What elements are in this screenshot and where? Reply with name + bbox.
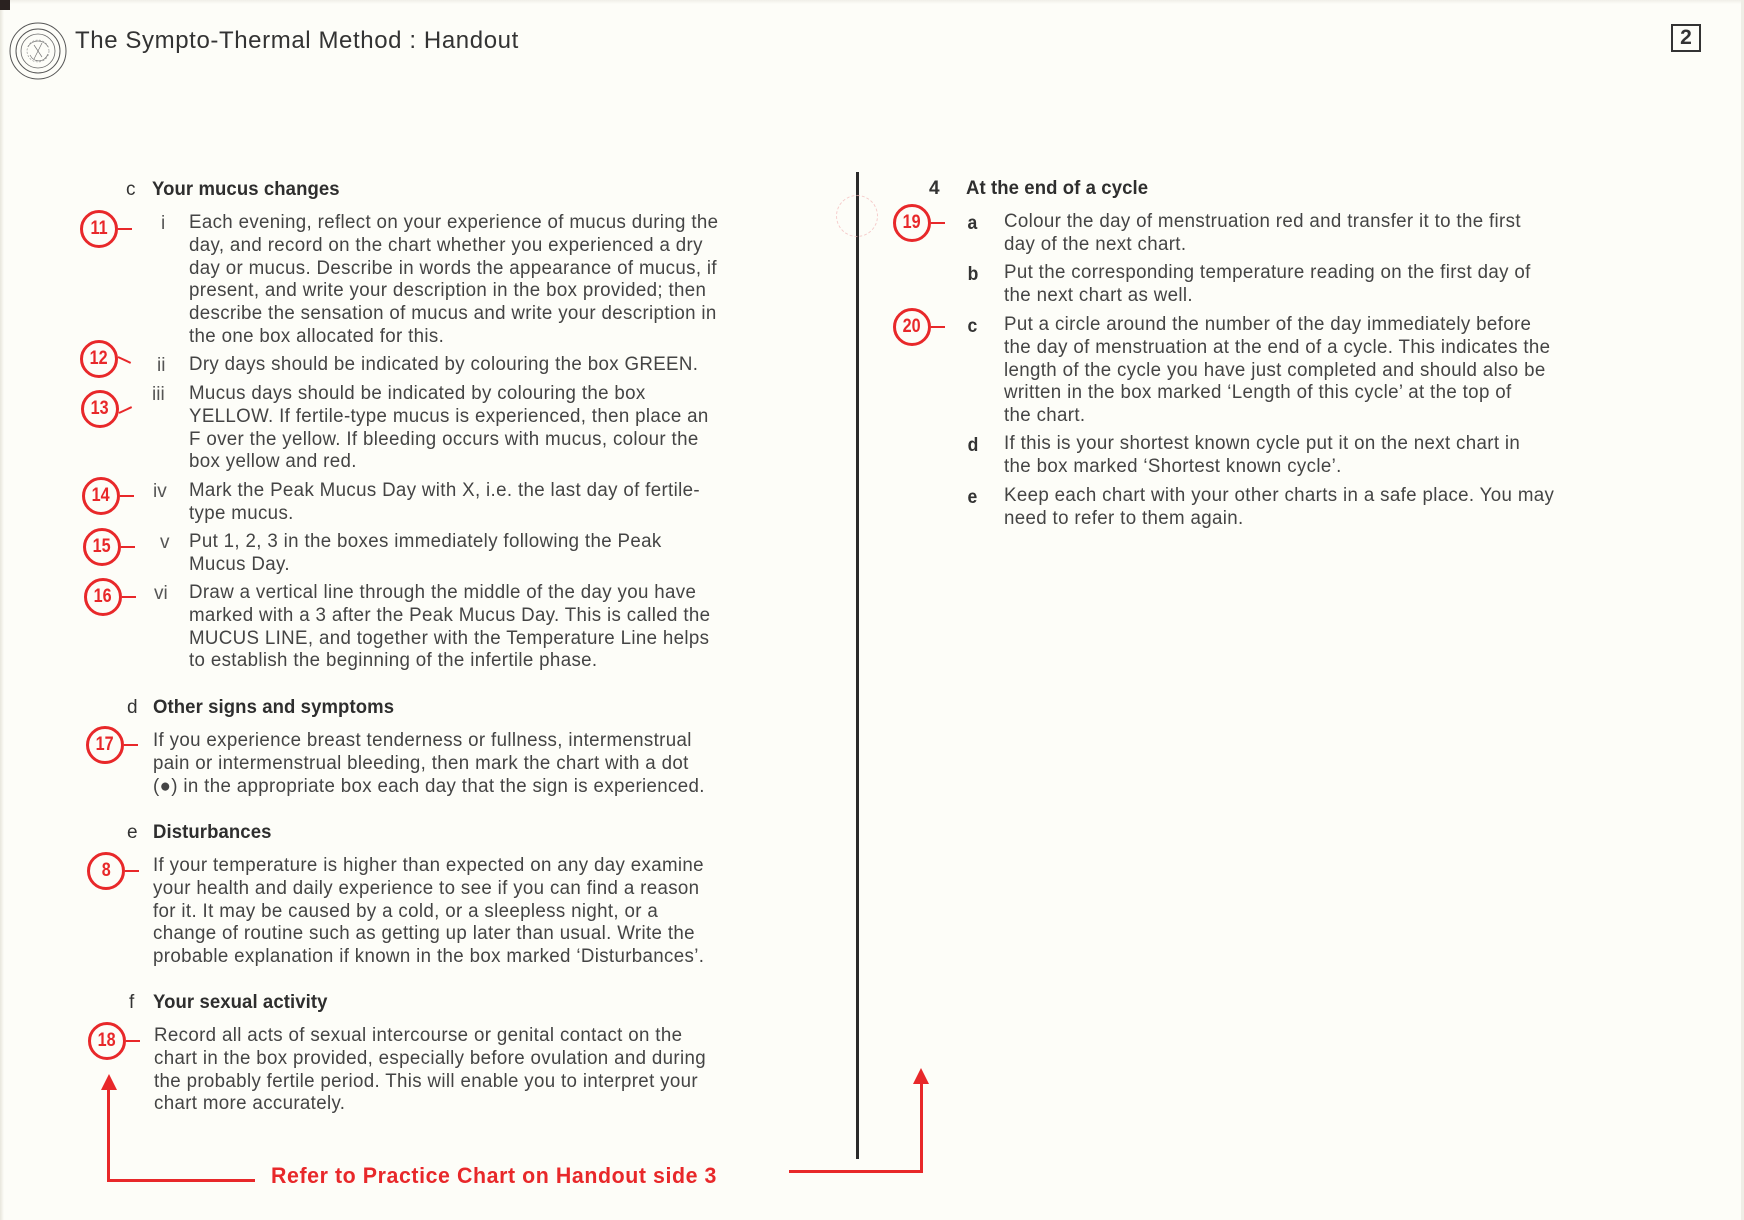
section-number: 4 <box>929 178 940 199</box>
practice-chart-reference: Refer to Practice Chart on Handout side 3 <box>271 1163 718 1188</box>
faint-bleed-mark <box>836 195 878 237</box>
item-text: Dry days should be indicated by colouring the box GREEN. <box>189 354 699 375</box>
page-top-edge <box>0 0 1744 4</box>
item-letter: b <box>967 263 979 285</box>
marker-pointer <box>119 406 133 414</box>
section-letter: d <box>127 697 138 718</box>
section-heading: Your sexual activity <box>153 991 328 1013</box>
item-numeral: i <box>161 213 166 234</box>
item-numeral: ii <box>157 355 166 376</box>
corner-mark <box>0 0 10 10</box>
marker-pointer <box>126 1040 140 1042</box>
marker-pointer <box>122 596 136 598</box>
section-letter: f <box>129 992 135 1013</box>
numbered-circle-icon: 17 <box>86 726 124 764</box>
item-text: Put the corresponding temperature reading on the first day of the next chart as well. <box>1004 262 1531 306</box>
item-text: If you experience breast tenderness or fullness, intermenstrual pain or intermenstrual bleeding, then mark the chart with a dot (●) in the appropriate box each day that the sign is experienced. <box>153 730 705 797</box>
numbered-circle-icon: 13 <box>81 390 119 428</box>
page-left-edge <box>0 0 4 1220</box>
numbered-circle-icon: 14 <box>82 477 120 515</box>
numbered-circle-icon: 12 <box>80 340 118 378</box>
section-letter: e <box>127 822 138 843</box>
numbered-circle-icon: 11 <box>80 210 118 248</box>
numbered-circle-icon: 19 <box>893 204 931 242</box>
marker-pointer <box>121 546 135 548</box>
reference-line-right-horizontal <box>789 1170 923 1173</box>
item-text: If this is your shortest known cycle put it on the next chart in the box marked ‘Shortest known cycle’. <box>1004 433 1521 477</box>
item-text: Each evening, reflect on your experience of mucus during the day, and record on the chart whether you experienced a dry day or mucus. Describe in words the appearance of mucus, if present, and write your description in the box provided; then describe the sensation of mucus and write your description in the one box allocated for this. <box>189 212 719 347</box>
item-numeral: v <box>160 532 170 553</box>
page-number: 2 <box>1671 24 1701 52</box>
item-text: Colour the day of menstruation red and transfer it to the first day of the next chart. <box>1004 211 1521 255</box>
item-text: Keep each chart with your other charts in a safe place. You may need to refer to them again. <box>1004 485 1555 529</box>
arrow-up-right-icon <box>913 1068 929 1084</box>
item-text: If your temperature is higher than expected on any day examine your health and daily experience to see if you can find a reason for it. It may be caused by a cold, or a sleepless night, or a change of routine such as getting up later than usual. Write the probable explanation if known in the box marked ‘Disturbances’. <box>153 855 705 968</box>
reference-line-left-vertical <box>107 1088 110 1182</box>
item-numeral: iv <box>153 481 167 502</box>
item-numeral: iii <box>152 384 165 405</box>
numbered-circle-icon: 16 <box>84 578 122 616</box>
reference-line-left-horizontal <box>107 1179 255 1182</box>
item-text: Put 1, 2, 3 in the boxes immediately following the Peak Mucus Day. <box>189 531 662 575</box>
column-divider <box>856 172 859 1159</box>
item-numeral: vi <box>154 583 168 604</box>
marker-pointer <box>120 495 134 497</box>
numbered-circle-icon: 20 <box>893 308 931 346</box>
item-text: Record all acts of sexual intercourse or genital contact on the chart in the box provided, especially before ovulation and during the probably fertile period. This will enable you to interpret your chart more accurately. <box>154 1025 706 1115</box>
numbered-circle-icon: 18 <box>88 1022 126 1060</box>
section-heading: Your mucus changes <box>152 178 340 200</box>
marker-pointer <box>125 870 139 872</box>
marker-pointer <box>118 228 132 230</box>
emblem-logo-icon <box>8 21 68 81</box>
item-letter: e <box>967 486 978 508</box>
section-heading: Other signs and symptoms <box>153 696 395 718</box>
item-text: Draw a vertical line through the middle of the day you have marked with a 3 after the Peak Mucus Day. This is called the MUCUS LINE, and together with the Temperature Line helps to establish the beginning of the infertile phase. <box>189 582 711 672</box>
document-title: The Sympto-Thermal Method : Handout <box>75 27 519 54</box>
section-heading: Disturbances <box>153 821 272 843</box>
marker-pointer <box>118 356 132 364</box>
item-letter: d <box>967 434 979 456</box>
item-text: Put a circle around the number of the day immediately before the day of menstruation at the end of a cycle. This indicates the length of the cycle you have just completed and should also be written in the box marked ‘Length of this cycle’ at the top of the chart. <box>1004 314 1551 427</box>
marker-pointer <box>124 744 138 746</box>
marker-pointer <box>931 222 945 224</box>
numbered-circle-icon: 8 <box>87 852 125 890</box>
section-letter: c <box>126 179 136 200</box>
section-heading: At the end of a cycle <box>966 177 1149 199</box>
item-text: Mucus days should be indicated by colouring the box YELLOW. If fertile-type mucus is experienced, then place an F over the yellow. If bleeding occurs with mucus, colour the box yellow and red. <box>189 383 709 473</box>
item-letter: a <box>967 212 978 234</box>
marker-pointer <box>931 326 945 328</box>
numbered-circle-icon: 15 <box>83 528 121 566</box>
reference-line-right-vertical <box>920 1082 923 1173</box>
item-letter: c <box>967 315 978 337</box>
item-text: Mark the Peak Mucus Day with X, i.e. the last day of fertile- type mucus. <box>189 480 700 524</box>
